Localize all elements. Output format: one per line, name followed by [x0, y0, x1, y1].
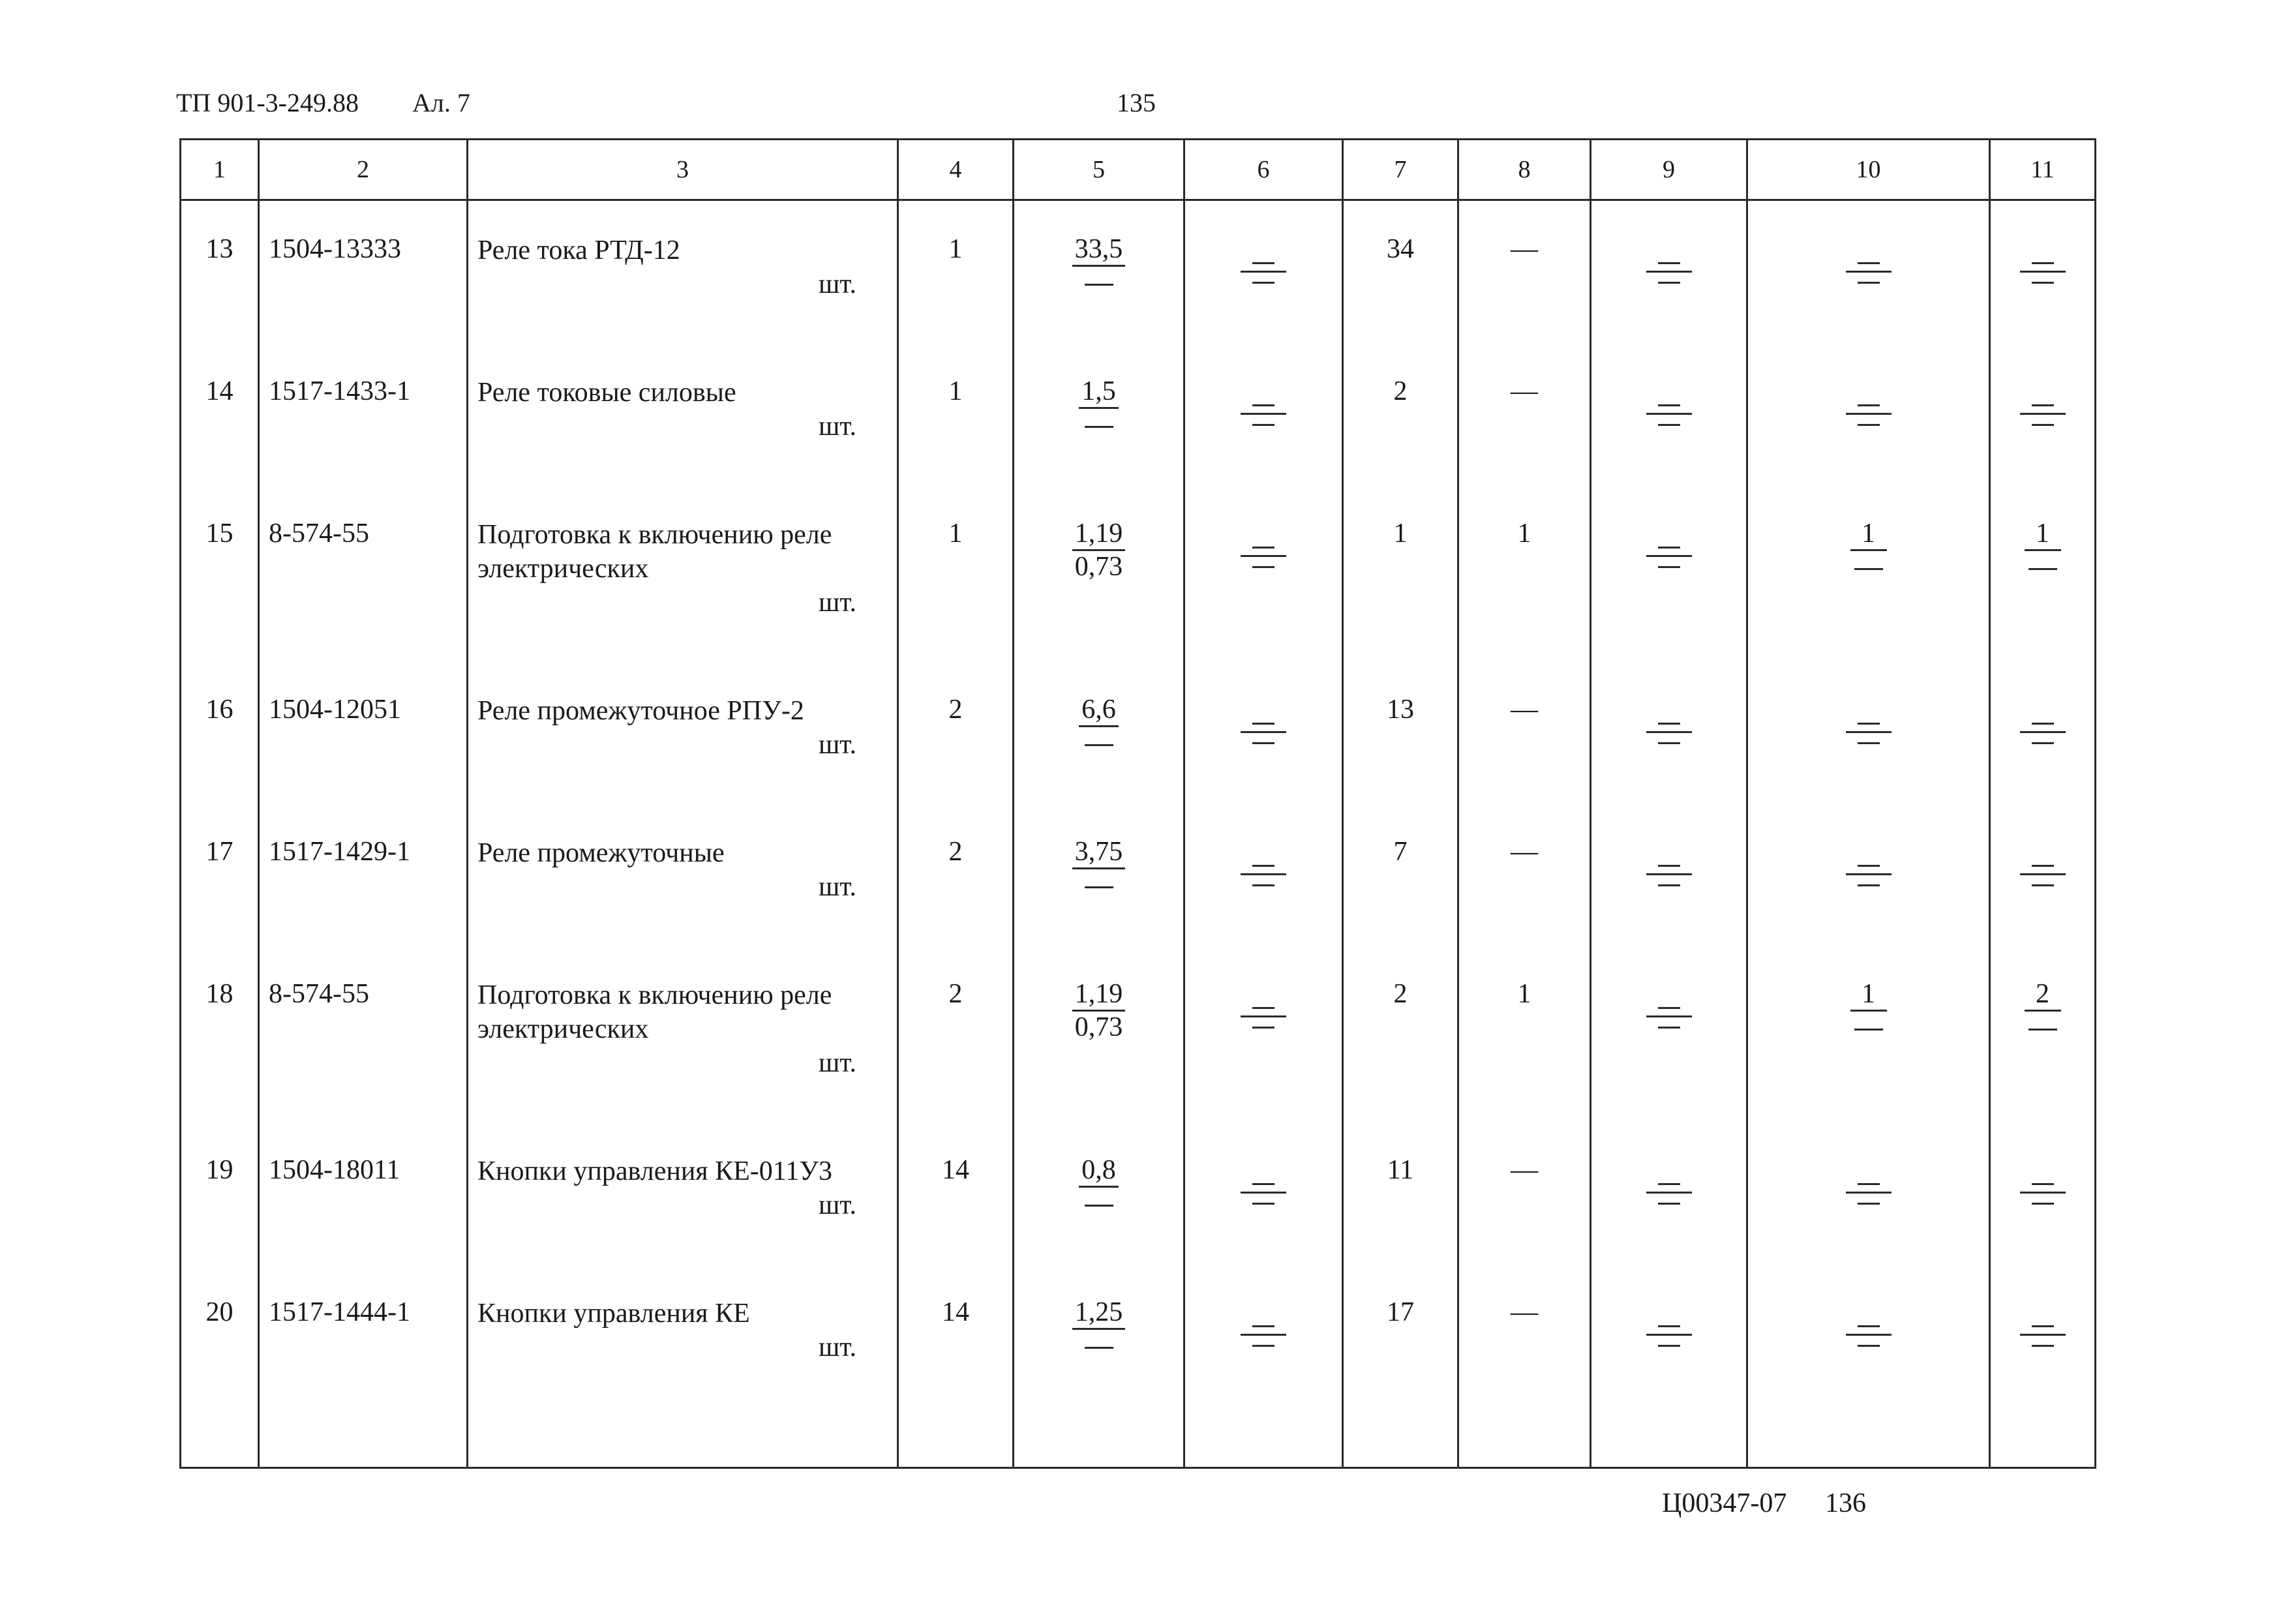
empty-fraction-mark [1241, 993, 1286, 1029]
col9-empty-fraction [1591, 352, 1747, 494]
col9-empty-fraction [1591, 1273, 1747, 1415]
fraction-numerator: 1 [1850, 518, 1887, 551]
col9-empty-fraction [1591, 955, 1747, 1131]
column-header: 9 [1591, 140, 1747, 200]
column-header: 11 [1990, 140, 2096, 200]
col10-empty-fraction [1747, 352, 1990, 494]
item-unit: шт. [818, 872, 856, 902]
table-row [181, 813, 2096, 955]
item-name: Реле промежуточное РПУ-2 [477, 696, 804, 726]
item-name-cell [468, 813, 898, 955]
fraction-numerator: 0,8 [1079, 1154, 1119, 1188]
col7-value: 2 [1343, 955, 1458, 1131]
item-unit: шт. [818, 269, 856, 299]
dash-mark [2028, 1029, 2057, 1030]
quantity: 14 [898, 1131, 1014, 1273]
item-name: Реле тока РТД-12 [477, 235, 680, 265]
fraction-numerator: 1,5 [1079, 376, 1119, 409]
col11-empty-fraction [1990, 1131, 2096, 1273]
archive-page-number: 136 [1825, 1488, 1866, 1518]
col8-value: — [1458, 200, 1591, 353]
fraction-numerator: 1,19 [1072, 518, 1126, 551]
col6-empty-fraction [1184, 352, 1343, 494]
item-unit: шт. [818, 1048, 856, 1078]
col10-empty-fraction [1747, 1131, 1990, 1273]
empty-fraction-mark [1846, 1311, 1892, 1347]
col8-value: 1 [1458, 494, 1591, 670]
empty-fraction-mark [2020, 248, 2066, 284]
empty-fraction-mark [1241, 708, 1286, 744]
item-name: Кнопки управления КЕ-011У3 [477, 1156, 832, 1186]
dash-mark [1085, 1347, 1113, 1349]
fraction [1850, 518, 1887, 582]
col5-fraction [1014, 1131, 1184, 1273]
col5-fraction [1014, 670, 1184, 813]
fraction-denominator [2025, 1012, 2061, 1043]
price-code: 1517-1433-1 [259, 352, 468, 494]
col7-value: 11 [1343, 1131, 1458, 1273]
col6-empty-fraction [1184, 813, 1343, 955]
page-number: 135 [1117, 88, 1156, 117]
fraction [1072, 518, 1126, 582]
empty-fraction-mark [2020, 708, 2066, 744]
column-header: 5 [1014, 140, 1184, 200]
fraction-denominator [1072, 1330, 1126, 1361]
empty-fraction-mark [1241, 390, 1286, 426]
quantity: 1 [898, 352, 1014, 494]
sheet-label: Ал. 7 [412, 88, 470, 117]
fraction-denominator [1079, 727, 1119, 759]
empty-fraction-mark [1846, 1169, 1892, 1205]
item-name-cell [468, 1273, 898, 1415]
quantity: 14 [898, 1273, 1014, 1415]
fraction [1072, 836, 1126, 901]
fraction-denominator: 0,73 [1074, 552, 1123, 582]
dash-mark [1854, 1029, 1883, 1030]
dash-mark [2028, 568, 2057, 570]
empty-fraction-mark [1241, 1311, 1286, 1347]
col11-empty-fraction [1990, 352, 2096, 494]
fraction [1072, 1297, 1126, 1361]
item-name: Реле токовые силовые [477, 378, 736, 408]
empty-fraction-mark [1646, 850, 1692, 886]
col10-empty-fraction [1747, 1273, 1990, 1415]
fraction-denominator [1072, 267, 1126, 298]
col8-value: — [1458, 1131, 1591, 1273]
col11-empty-fraction [1990, 200, 2096, 353]
fraction [2025, 518, 2061, 582]
col5-fraction [1014, 494, 1184, 670]
column-header: 2 [259, 140, 468, 200]
empty-fraction-mark [2020, 390, 2066, 426]
empty-fraction-mark [1646, 532, 1692, 568]
empty-fraction-mark [1241, 1169, 1286, 1205]
item-name-cell [468, 955, 898, 1131]
col11-fraction [1990, 494, 2096, 670]
archive-code: Ц00347-07 [1662, 1488, 1787, 1518]
empty-fraction-mark [1646, 993, 1692, 1029]
empty-fraction-mark [1846, 708, 1892, 744]
fraction-numerator: 33,5 [1072, 233, 1126, 267]
col9-empty-fraction [1591, 200, 1747, 353]
fraction-denominator [1850, 1012, 1887, 1043]
fraction-numerator: 6,6 [1079, 694, 1119, 727]
fraction-numerator: 1,19 [1072, 978, 1126, 1012]
item-name-cell [468, 1131, 898, 1273]
col6-empty-fraction [1184, 1273, 1343, 1415]
col8-value: — [1458, 352, 1591, 494]
quantity: 2 [898, 813, 1014, 955]
fraction-denominator [1079, 1188, 1119, 1219]
item-name-cell [468, 494, 898, 670]
col9-empty-fraction [1591, 813, 1747, 955]
col10-fraction [1747, 494, 1990, 670]
col8-value: — [1458, 670, 1591, 813]
col9-empty-fraction [1591, 1131, 1747, 1273]
row-number: 13 [181, 200, 259, 353]
empty-fraction-mark [1646, 1169, 1692, 1205]
fraction-numerator: 1,25 [1072, 1297, 1126, 1330]
item-unit: шт. [818, 730, 856, 760]
price-code: 1517-1444-1 [259, 1273, 468, 1415]
column-header: 4 [898, 140, 1014, 200]
quantity: 1 [898, 494, 1014, 670]
col6-empty-fraction [1184, 670, 1343, 813]
row-number: 14 [181, 352, 259, 494]
fraction [1079, 694, 1119, 759]
col5-fraction [1014, 955, 1184, 1131]
column-header: 10 [1747, 140, 1990, 200]
item-name: Подготовка к включению реле электрических [477, 520, 832, 584]
column-number-row [181, 140, 2096, 200]
empty-fraction-mark [1646, 390, 1692, 426]
table-row [181, 1273, 2096, 1415]
dash-mark [1085, 1205, 1113, 1207]
fraction [1079, 1154, 1119, 1219]
fraction-denominator [2025, 551, 2061, 582]
empty-fraction-mark [2020, 1311, 2066, 1347]
fraction-numerator: 2 [2025, 978, 2061, 1012]
dash-mark [1085, 886, 1113, 888]
fraction-numerator: 1 [2025, 518, 2061, 551]
row-number: 19 [181, 1131, 259, 1273]
fraction [1850, 978, 1887, 1043]
col6-empty-fraction [1184, 1131, 1343, 1273]
column-header: 3 [468, 140, 898, 200]
fraction-denominator [1079, 409, 1119, 440]
empty-fraction-mark [1646, 1311, 1692, 1347]
empty-fraction-mark [2020, 1169, 2066, 1205]
fraction [1072, 978, 1126, 1043]
item-name: Реле промежуточные [477, 838, 725, 868]
fraction-denominator [1850, 551, 1887, 582]
col11-empty-fraction [1990, 670, 2096, 813]
col10-empty-fraction [1747, 813, 1990, 955]
row-number: 17 [181, 813, 259, 955]
fraction [2025, 978, 2061, 1043]
col11-empty-fraction [1990, 813, 2096, 955]
document-code: ТП 901-3-249.88 [176, 88, 359, 117]
item-unit: шт. [818, 412, 856, 442]
table-row [181, 955, 2096, 1131]
col6-empty-fraction [1184, 955, 1343, 1131]
table-row [181, 352, 2096, 494]
table-row [181, 200, 2096, 353]
column-header: 6 [1184, 140, 1343, 200]
col8-value: 1 [1458, 955, 1591, 1131]
col11-fraction [1990, 955, 2096, 1131]
col8-value: — [1458, 1273, 1591, 1415]
price-code: 1504-12051 [259, 670, 468, 813]
col7-value: 2 [1343, 352, 1458, 494]
quantity: 1 [898, 200, 1014, 353]
item-name-cell [468, 352, 898, 494]
item-name: Подготовка к включению реле электрических [477, 980, 832, 1044]
price-code: 8-574-55 [259, 955, 468, 1131]
item-unit: шт. [818, 1332, 856, 1362]
col6-empty-fraction [1184, 200, 1343, 353]
column-header: 8 [1458, 140, 1591, 200]
row-number: 18 [181, 955, 259, 1131]
fraction-numerator: 3,75 [1072, 836, 1126, 869]
fraction [1079, 376, 1119, 440]
col11-empty-fraction [1990, 1273, 2096, 1415]
price-code: 1504-13333 [259, 200, 468, 353]
item-name-cell [468, 200, 898, 353]
col7-value: 34 [1343, 200, 1458, 353]
col8-value: — [1458, 813, 1591, 955]
quantity: 2 [898, 670, 1014, 813]
dash-mark [1854, 568, 1883, 570]
table-row [181, 670, 2096, 813]
dash-mark [1085, 426, 1113, 428]
row-number: 20 [181, 1273, 259, 1415]
col7-value: 13 [1343, 670, 1458, 813]
empty-fraction-mark [1846, 248, 1892, 284]
empty-fraction-mark [1241, 532, 1286, 568]
empty-fraction-mark [1846, 850, 1892, 886]
column-header: 7 [1343, 140, 1458, 200]
dash-mark [1085, 744, 1113, 746]
col5-fraction [1014, 352, 1184, 494]
dash-mark [1085, 284, 1113, 286]
empty-fraction-mark [1241, 850, 1286, 886]
price-code: 8-574-55 [259, 494, 468, 670]
col10-fraction [1747, 955, 1990, 1131]
col10-empty-fraction [1747, 670, 1990, 813]
empty-fraction-mark [1646, 708, 1692, 744]
price-code: 1504-18011 [259, 1131, 468, 1273]
col7-value: 1 [1343, 494, 1458, 670]
empty-fraction-mark [1241, 248, 1286, 284]
empty-fraction-mark [1646, 248, 1692, 284]
item-name: Кнопки управления КЕ [477, 1299, 750, 1329]
col5-fraction [1014, 813, 1184, 955]
col5-fraction [1014, 200, 1184, 353]
table-row [181, 1131, 2096, 1273]
empty-fraction-mark [1846, 390, 1892, 426]
fraction-denominator: 0,73 [1074, 1012, 1123, 1042]
quantity: 2 [898, 955, 1014, 1131]
col6-empty-fraction [1184, 494, 1343, 670]
col7-value: 7 [1343, 813, 1458, 955]
col9-empty-fraction [1591, 670, 1747, 813]
fraction-denominator [1072, 869, 1126, 901]
row-number: 15 [181, 494, 259, 670]
specification-table [179, 138, 2096, 1469]
col7-value: 17 [1343, 1273, 1458, 1415]
row-number: 16 [181, 670, 259, 813]
empty-fraction-mark [2020, 850, 2066, 886]
fraction [1072, 233, 1126, 298]
fraction-numerator: 1 [1850, 978, 1887, 1012]
item-unit: шт. [818, 1190, 856, 1220]
price-code: 1517-1429-1 [259, 813, 468, 955]
table-filler-row [181, 1415, 2096, 1468]
column-header: 1 [181, 140, 259, 200]
col5-fraction [1014, 1273, 1184, 1415]
col9-empty-fraction [1591, 494, 1747, 670]
col10-empty-fraction [1747, 200, 1990, 353]
item-unit: шт. [818, 588, 856, 618]
item-name-cell [468, 670, 898, 813]
table-row [181, 494, 2096, 670]
